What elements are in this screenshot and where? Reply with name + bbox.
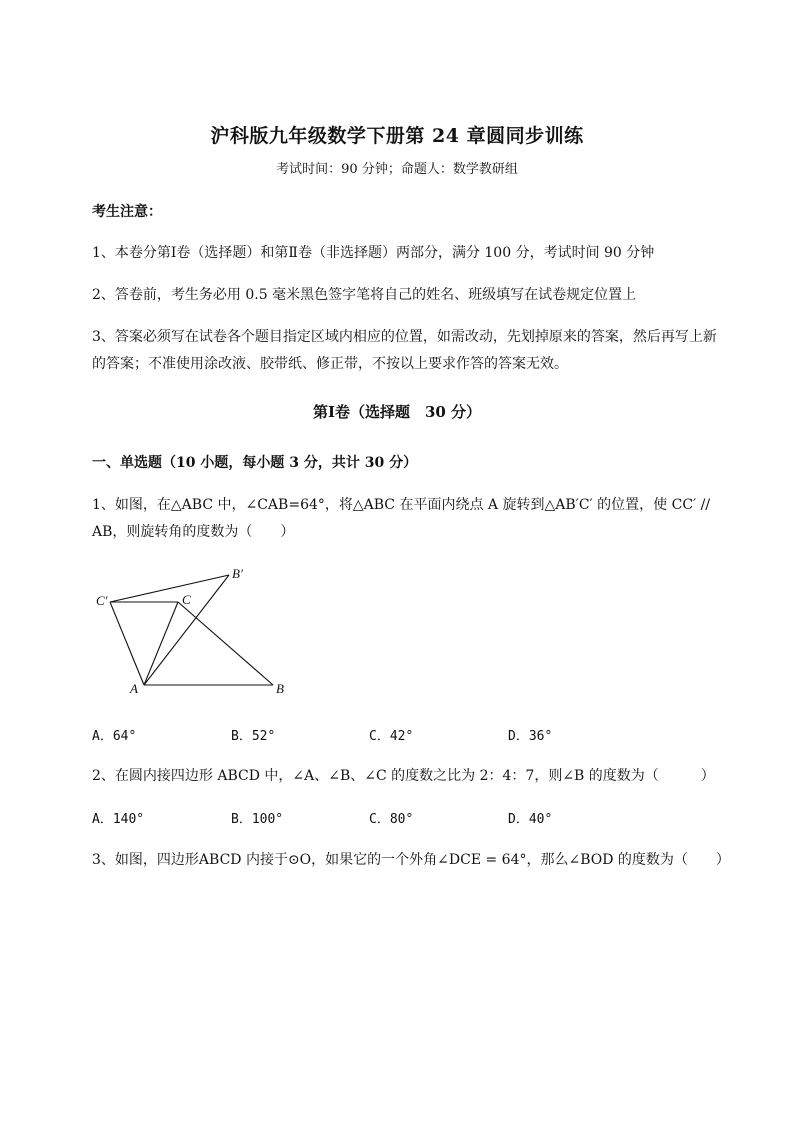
segment-c1-a: [110, 602, 144, 685]
question-1-figure: [88, 560, 298, 700]
q1-option-d[interactable]: D．36°: [508, 729, 553, 744]
question-3-text: 3、如图，四边形ABCD 内接于⊙O，如果它的一个外角∠DCE = 64°，那么∠BOD 的度数为（ ）: [92, 852, 730, 868]
notice-item: 2、答卷前，考生务必用 0.5 毫米黑色签字笔将自己的姓名、班级填写在试卷规定位置上: [92, 287, 637, 303]
segment-c-b: [178, 602, 273, 685]
label-c: C: [182, 592, 191, 607]
notice-item: 的答案；不准使用涂改液、胶带纸、修正带，不按以上要求作答的答案无效。: [92, 356, 568, 372]
notice-item: 1、本卷分第Ⅰ卷（选择题）和第Ⅱ卷（非选择题）两部分，满分 100 分，考试时间 90 分钟: [92, 245, 655, 261]
q1-option-b[interactable]: B．52°: [231, 729, 276, 744]
question-1-text-cont: AB，则旋转角的度数为（ ）: [92, 524, 295, 540]
label-c-prime: C′: [96, 593, 108, 608]
part-heading: 一、单选题（10 小题，每小题 3 分，共计 30 分）: [92, 455, 418, 471]
section-title: 第Ⅰ卷（选择题 30 分）: [312, 403, 482, 421]
q2-option-a[interactable]: A．140°: [92, 812, 145, 827]
q2-option-b[interactable]: B．100°: [231, 812, 284, 827]
exam-info: 考试时间：90 分钟；命题人：数学教研组: [276, 162, 518, 177]
q1-option-c[interactable]: C．42°: [369, 729, 414, 744]
segment-a-c: [144, 602, 178, 685]
question-1-text: 1、如图，在△ABC 中，∠CAB=64°，将△ABC 在平面内绕点 A 旋转到△AB′C′ 的位置，使 CC′ //: [92, 497, 711, 513]
notice-item: 3、答案必须写在试卷各个题目指定区域内相应的位置，如需改动，先划掉原来的答案，然后再写上新: [92, 329, 717, 345]
q1-option-a[interactable]: A．64°: [92, 729, 137, 744]
label-a: A: [130, 681, 138, 696]
notice-heading: 考生注意：: [92, 204, 162, 220]
label-b: B: [276, 681, 284, 696]
page-title: 沪科版九年级数学下册第 24 章圆同步训练: [210, 125, 584, 147]
q2-option-d[interactable]: D．40°: [508, 812, 553, 827]
q2-option-c[interactable]: C．80°: [369, 812, 414, 827]
label-b-prime: B′: [232, 566, 243, 581]
question-2-text: 2、在圆内接四边形 ABCD 中，∠A、∠B、∠C 的度数之比为 2：4：7，则∠B 的度数为（ ）: [92, 768, 715, 784]
